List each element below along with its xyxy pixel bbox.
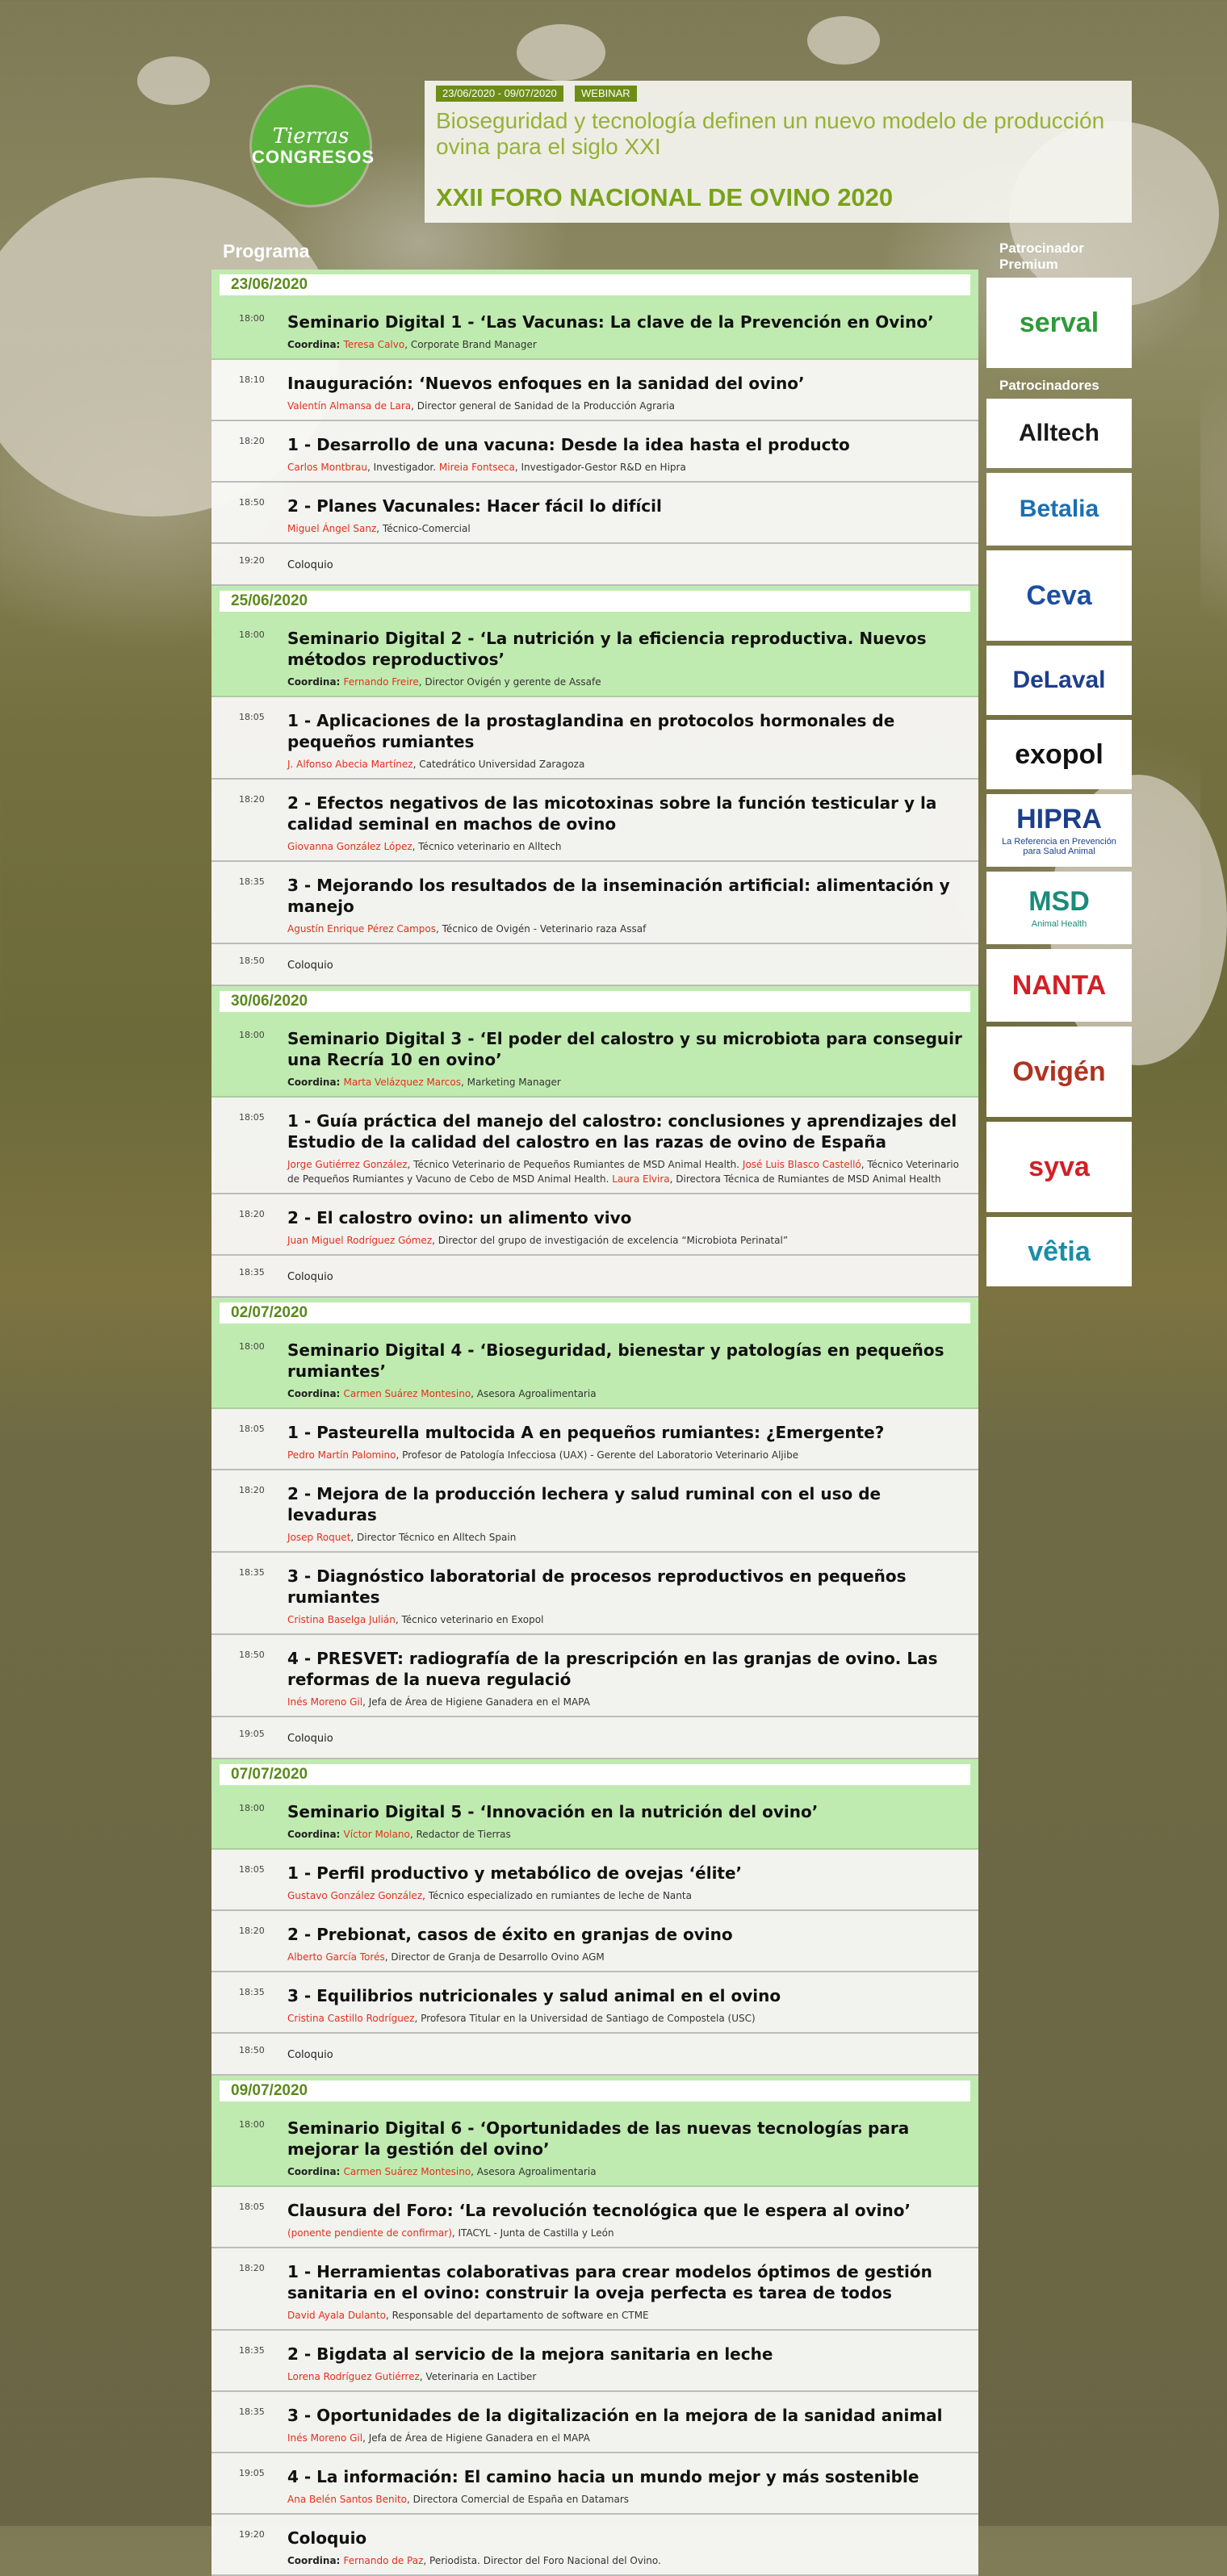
- session-speakers: [287, 2226, 967, 2240]
- day-header: [211, 1298, 978, 1327]
- session-title: Coloquio: [287, 1733, 333, 1745]
- session-time: 19:20: [239, 2529, 265, 2540]
- session-time: 19:20: [239, 555, 265, 566]
- coloquio-row: [211, 1717, 978, 1759]
- session-title: 2 - Mejora de la producción lechera y salud ruminal con el uso de levaduras: [287, 1484, 882, 1524]
- logo-line-2: CONGRESOS: [252, 147, 375, 167]
- seminar-row: [211, 299, 978, 360]
- speaker-role: , Técnico-Comercial: [376, 523, 471, 534]
- session-time: 18:10: [239, 374, 265, 385]
- speaker-role: , Técnico especializado en rumiantes de leche de Nanta: [422, 1890, 692, 1901]
- sponsor-logo-ovign[interactable]: [986, 1027, 1132, 1117]
- sponsors-heading: Patrocinadores: [999, 378, 1099, 393]
- speaker-name[interactable]: Teresa Calvo: [343, 339, 405, 350]
- speaker-name[interactable]: Marta Velázquez Marcos: [343, 1077, 461, 1088]
- speaker-name[interactable]: Lorena Rodríguez Gutiérrez: [287, 2371, 420, 2382]
- session-time: 18:35: [239, 2345, 265, 2356]
- session-time: 18:20: [239, 436, 265, 446]
- speaker-role: , ITACYL - Junta de Castilla y León: [451, 2227, 614, 2239]
- speaker-role: , Investigador-Gestor R&D en Hipra: [514, 462, 686, 473]
- speaker-name[interactable]: Víctor Molano: [343, 1829, 410, 1840]
- session-speakers: [287, 1530, 967, 1545]
- session-title: 1 - Aplicaciones de la prostaglandina en protocolos hormonales de pequeños rumiantes: [287, 711, 895, 751]
- session-time: 18:35: [239, 1267, 265, 1278]
- sponsor-logo-betalia[interactable]: [986, 473, 1132, 546]
- session-speakers: [287, 675, 967, 689]
- speaker-role: , Jefa de Área de Higiene Ganadera en el MAPA: [362, 1696, 590, 1708]
- session-time: 18:20: [239, 1209, 265, 1219]
- session-speakers: [287, 2431, 967, 2445]
- speaker-role: , Catedrático Universidad Zaragoza: [412, 759, 585, 770]
- session-speakers: [287, 1386, 967, 1401]
- sponsor-name: serval: [1019, 307, 1099, 338]
- speaker-name[interactable]: Fernando de Paz: [343, 2555, 424, 2566]
- session-title: Coloquio: [287, 2528, 367, 2548]
- session-title: 4 - La información: El camino hacia un mundo mejor y más sostenible: [287, 2467, 919, 2486]
- coloquio-row: [211, 544, 978, 586]
- session-time: 18:35: [239, 876, 265, 887]
- session-speakers: [287, 1950, 967, 1964]
- session-speakers: [287, 2492, 967, 2507]
- coordinator-label: Coordina:: [287, 339, 344, 350]
- talk-row: [211, 2392, 978, 2453]
- talk-row: [211, 862, 978, 944]
- speaker-name[interactable]: Gustavo González González: [287, 1890, 423, 1901]
- talk-row: [211, 1972, 978, 2034]
- session-title: 1 - Perfil productivo y metabólico de ovejas ‘élite’: [287, 1863, 743, 1883]
- sponsor-name: vêtia: [1028, 1236, 1091, 1267]
- speaker-name[interactable]: Agustín Enrique Pérez Campos: [287, 923, 437, 935]
- session-time: 18:05: [239, 1112, 265, 1123]
- session-time: 18:05: [239, 1864, 265, 1875]
- sponsor-name: exopol: [1015, 738, 1103, 770]
- speaker-name[interactable]: Pedro Martín Palomino: [287, 1449, 396, 1461]
- event-subtitle: Bioseguridad y tecnología definen un nuevo modelo de producción ovina para el siglo XXI: [436, 108, 1105, 159]
- coordinator-label: Coordina:: [287, 676, 344, 688]
- day-section: [211, 586, 978, 986]
- talk-row: [211, 1194, 978, 1256]
- session-time: 18:00: [239, 313, 265, 324]
- session-title: 2 - Efectos negativos de las micotoxinas sobre la función testicular y la calidad seminal en machos de ovino: [287, 793, 937, 834]
- session-time: 18:05: [239, 712, 265, 722]
- speaker-role: , Redactor de Tierras: [409, 1829, 511, 1840]
- speaker-role: , Profesora Titular en la Universidad de Santiago de Compostela (USC): [414, 2013, 756, 2024]
- speaker-name[interactable]: Carlos Montbrau: [287, 462, 367, 473]
- speaker-role: , Profesor de Patología Infecciosa (UAX) - Gerente del Laboratorio Veterinario Aljibe: [396, 1449, 799, 1461]
- day-date: 07/07/2020: [220, 1764, 970, 1785]
- talk-row: [211, 1470, 978, 1553]
- speaker-name[interactable]: Ana Belén Santos Benito: [287, 2494, 408, 2505]
- speaker-role: , Director de Granja de Desarrollo Ovino AGM: [384, 1951, 605, 1963]
- speaker-name[interactable]: Inés Moreno Gil: [287, 1696, 363, 1708]
- talk-row: [211, 697, 978, 780]
- talk-row: [211, 483, 978, 544]
- talk-row: [211, 1409, 978, 1470]
- session-title: Coloquio: [287, 2049, 333, 2061]
- logo-line-1: Tierras: [272, 124, 350, 148]
- day-header: [211, 586, 978, 615]
- session-title: 3 - Oportunidades de la digitalización en la mejora de la sanidad animal: [287, 2406, 943, 2425]
- session-title: Seminario Digital 6 - ‘Oportunidades de las nuevas tecnologías para mejorar la gestión del ovino’: [287, 2118, 910, 2159]
- session-time: 18:00: [239, 1341, 265, 1352]
- talk-row: [211, 2515, 978, 2576]
- session-speakers: [287, 1612, 967, 1627]
- session-title: 2 - El calostro ovino: un alimento vivo: [287, 1208, 632, 1227]
- session-speakers: [287, 1075, 967, 1089]
- speaker-role: , Técnico veterinario en Exopol: [395, 1614, 544, 1625]
- session-time: 18:50: [239, 2045, 265, 2055]
- talk-row: [211, 1553, 978, 1635]
- coordinator-label: Coordina:: [287, 2555, 344, 2566]
- session-title: 2 - Planes Vacunales: Hacer fácil lo difícil: [287, 496, 662, 516]
- sponsor-logo-delaval[interactable]: [986, 646, 1132, 715]
- talk-row: [211, 2453, 978, 2515]
- speaker-name[interactable]: Alberto García Torés: [287, 1951, 385, 1963]
- talk-row: [211, 780, 978, 862]
- coloquio-row: [211, 1256, 978, 1298]
- date-range-badge: 23/06/2020 - 09/07/2020: [436, 86, 563, 102]
- session-time: 18:50: [239, 497, 265, 508]
- session-time: 18:00: [239, 2119, 265, 2130]
- event-header: [425, 81, 1132, 223]
- speaker-name[interactable]: Cristina Baselga Julián: [287, 1614, 396, 1625]
- day-section: [211, 986, 978, 1298]
- session-time: 18:05: [239, 1424, 265, 1434]
- session-time: 18:00: [239, 1803, 265, 1813]
- event-title: XXII FORO NACIONAL DE OVINO 2020: [436, 183, 894, 211]
- day-date: 25/06/2020: [220, 591, 970, 612]
- speaker-name[interactable]: Miguel Ángel Sanz: [287, 523, 377, 534]
- session-title: 1 - Pasteurella multocida A en pequeños rumiantes: ¿Emergente?: [287, 1423, 885, 1442]
- day-section: [211, 1759, 978, 2076]
- session-speakers: [287, 1888, 967, 1903]
- seminar-row: [211, 615, 978, 697]
- seminar-row: [211, 1788, 978, 1850]
- session-time: 18:05: [239, 2202, 265, 2212]
- speaker-role: , Director general de Sanidad de la Producción Agraria: [411, 400, 675, 412]
- day-section: [211, 2076, 978, 2576]
- speaker-role: , Director del grupo de investigación de excelencia “Microbiota Perinatal”: [432, 1235, 789, 1246]
- session-title: Seminario Digital 2 - ‘La nutrición y la eficiencia reproductiva. Nuevos métodos reproductivos’: [287, 629, 927, 669]
- talk-row: [211, 421, 978, 483]
- coordinator-label: Coordina:: [287, 1829, 344, 1840]
- sponsor-tagline: La Referencia en Prevención para Salud Animal: [1002, 836, 1116, 856]
- sponsor-logo-vtia[interactable]: [986, 1217, 1132, 1286]
- session-time: 18:00: [239, 629, 265, 640]
- session-title: 2 - Bigdata al servicio de la mejora sanitaria en leche: [287, 2344, 773, 2364]
- sponsor-name: syva: [1028, 1151, 1090, 1182]
- session-title: Seminario Digital 1 - ‘Las Vacunas: La clave de la Prevención en Ovino’: [287, 312, 934, 332]
- sponsor-name: MSD: [1028, 885, 1090, 917]
- session-title: 3 - Equilibrios nutricionales y salud animal en el ovino: [287, 1986, 781, 2005]
- speaker-name[interactable]: Carmen Suárez Montesino: [343, 2166, 471, 2177]
- sponsor-name: Betalia: [1019, 496, 1099, 522]
- talk-row: [211, 360, 978, 421]
- sponsor-logo-ceva[interactable]: [986, 550, 1132, 641]
- coordinator-label: Coordina:: [287, 2166, 344, 2177]
- session-time: 18:00: [239, 1030, 265, 1040]
- speaker-name[interactable]: Valentín Almansa de Lara: [287, 400, 412, 412]
- session-time: 18:20: [239, 1926, 265, 1936]
- talk-row: [211, 1911, 978, 1972]
- sponsor-name: Alltech: [1018, 420, 1100, 446]
- session-time: 18:20: [239, 1485, 265, 1495]
- seminar-row: [211, 1015, 978, 1098]
- program-schedule: [211, 270, 978, 2576]
- speaker-name[interactable]: Juan Miguel Rodríguez Gómez: [287, 1235, 433, 1246]
- session-title: Seminario Digital 3 - ‘El poder del calostro y su microbiota para conseguir una Recría 10 en ovino’: [287, 1029, 962, 1069]
- sponsor-name: DeLaval: [1012, 667, 1106, 693]
- coloquio-row: [211, 944, 978, 986]
- session-speakers: [287, 2011, 967, 2026]
- program-heading: Programa: [223, 240, 310, 261]
- speaker-name[interactable]: David Ayala Dulanto: [287, 2310, 386, 2321]
- session-speakers: [287, 2553, 967, 2568]
- speaker-name[interactable]: (ponente pendiente de confirmar): [287, 2227, 452, 2239]
- sponsor-logo-msd[interactable]: [986, 872, 1132, 944]
- session-time: 18:50: [239, 956, 265, 966]
- session-title: 3 - Mejorando los resultados de la inseminación artificial: alimentación y manejo: [287, 876, 950, 916]
- session-title: Seminario Digital 4 - ‘Bioseguridad, bienestar y patologías en pequeños rumiantes’: [287, 1340, 944, 1381]
- session-speakers: [287, 1157, 967, 1186]
- session-speakers: [287, 2308, 967, 2323]
- talk-row: [211, 1635, 978, 1717]
- session-title: Seminario Digital 5 - ‘Innovación en la nutrición del ovino’: [287, 1802, 819, 1821]
- session-title: Clausura del Foro: ‘La revolución tecnológica que le espera al ovino’: [287, 2201, 911, 2220]
- talk-row: [211, 2248, 978, 2331]
- session-speakers: [287, 399, 967, 413]
- speaker-role: , Asesora Agroalimentaria: [471, 2166, 597, 2177]
- seminar-row: [211, 2105, 978, 2187]
- day-date: 23/06/2020: [220, 274, 970, 295]
- speaker-role: , Técnico Veterinario de Pequeños Rumiantes y Vacuno de Cebo de MSD Animal Health.: [287, 1159, 959, 1185]
- speaker-name[interactable]: Cristina Castillo Rodríguez: [287, 2013, 415, 2024]
- session-time: 18:20: [239, 2263, 265, 2273]
- coordinator-label: Coordina:: [287, 1388, 344, 1399]
- premium-sponsor-heading: Patrocinador Premium: [999, 240, 1084, 272]
- day-section: [211, 1298, 978, 1759]
- speaker-role: , Técnico Veterinario de Pequeños Rumiantes de MSD Animal Health.: [407, 1159, 743, 1170]
- session-title: 2 - Prebionat, casos de éxito en granjas de ovino: [287, 1925, 733, 1944]
- session-speakers: [287, 1448, 967, 1462]
- speaker-role: , Asesora Agroalimentaria: [471, 1388, 597, 1399]
- sponsor-logo-syva[interactable]: [986, 1122, 1132, 1212]
- sponsor-tagline: Animal Health: [1031, 918, 1087, 929]
- session-speakers: [287, 1827, 967, 1842]
- talk-row: [211, 1098, 978, 1194]
- day-header: [211, 986, 978, 1015]
- session-speakers: [287, 1695, 967, 1709]
- sponsor-logo-hipra[interactable]: [986, 794, 1132, 867]
- speaker-role: , Periodista. Director del Foro Nacional del Ovino.: [423, 2555, 661, 2566]
- session-title: 1 - Guía práctica del manejo del calostro: conclusiones y aprendizajes del Estudio de la calidad del calostro en las razas de ovino de España: [287, 1111, 957, 1152]
- day-date: 09/07/2020: [220, 2080, 970, 2101]
- talk-row: [211, 2331, 978, 2392]
- session-time: 18:35: [239, 2407, 265, 2417]
- session-title: 1 - Desarrollo de una vacuna: Desde la idea hasta el producto: [287, 435, 850, 454]
- speaker-role: , Marketing Manager: [461, 1077, 561, 1088]
- session-title: Coloquio: [287, 1271, 333, 1283]
- session-title: 4 - PRESVET: radiografía de la prescripción en las granjas de ovino. Las reformas de la nueva regulació: [287, 1649, 938, 1689]
- sponsor-name: Ovigén: [1012, 1056, 1106, 1087]
- speaker-role: , Directora Técnica de Rumiantes de MSD Animal Health: [669, 1173, 941, 1185]
- sponsor-logo-nanta[interactable]: [986, 949, 1132, 1022]
- coordinator-label: Coordina:: [287, 1077, 344, 1088]
- talk-row: [211, 1850, 978, 1911]
- webinar-badge: WEBINAR: [575, 86, 637, 102]
- session-speakers: [287, 2369, 967, 2384]
- sponsor-logo-exopol[interactable]: [986, 720, 1132, 789]
- speaker-name[interactable]: Josep Roquet: [287, 1532, 351, 1543]
- speaker-role: , Directora Comercial de España en Datamars: [407, 2494, 630, 2505]
- speaker-role: , Director Técnico en Alltech Spain: [350, 1532, 517, 1543]
- session-speakers: [287, 2164, 967, 2179]
- speaker-name[interactable]: Mireia Fontseca: [438, 462, 515, 473]
- sponsor-logo-alltech[interactable]: [986, 399, 1132, 468]
- sponsor-name: NANTA: [1011, 969, 1107, 1001]
- speaker-role: , Veterinaria en Lactiber: [419, 2371, 537, 2382]
- session-title: Coloquio: [287, 960, 333, 972]
- speaker-role: , Jefa de Área de Higiene Ganadera en el MAPA: [362, 2432, 590, 2444]
- session-time: 19:05: [239, 2468, 265, 2478]
- day-date: 30/06/2020: [220, 991, 970, 1012]
- sponsor-name: Ceva: [1026, 579, 1092, 611]
- session-time: 18:50: [239, 1650, 265, 1660]
- speaker-name[interactable]: Laura Elvira: [612, 1173, 670, 1185]
- speaker-role: , Corporate Brand Manager: [404, 339, 537, 350]
- day-section: [211, 270, 978, 586]
- coloquio-row: [211, 2034, 978, 2076]
- seminar-row: [211, 1327, 978, 1409]
- sponsor-name: HIPRA: [1016, 803, 1102, 834]
- session-time: 18:35: [239, 1987, 265, 1997]
- session-speakers: [287, 839, 967, 854]
- speaker-role: , Técnico veterinario en Alltech: [412, 841, 562, 852]
- day-header: [211, 270, 978, 299]
- speaker-role: , Responsable del departamento de software en CTME: [386, 2310, 649, 2321]
- speaker-name[interactable]: J. Alfonso Abecia Martínez: [287, 759, 413, 770]
- speaker-name[interactable]: Inés Moreno Gil: [287, 2432, 363, 2444]
- talk-row: [211, 2187, 978, 2248]
- speaker-name[interactable]: Carmen Suárez Montesino: [343, 1388, 471, 1399]
- speaker-name[interactable]: José Luis Blasco Castelló: [742, 1159, 861, 1170]
- session-title: 3 - Diagnóstico laboratorial de procesos reproductivos en pequeños rumiantes: [287, 1566, 907, 1607]
- session-speakers: [287, 1233, 967, 1248]
- session-time: 18:20: [239, 794, 265, 805]
- day-header: [211, 2076, 978, 2105]
- session-speakers: [287, 922, 967, 936]
- speaker-role: , Investigador.: [366, 462, 439, 473]
- speaker-name[interactable]: Giovanna González López: [287, 841, 412, 852]
- tierras-congresos-logo[interactable]: [252, 87, 375, 205]
- session-speakers: [287, 521, 967, 536]
- speaker-role: , Técnico de Ovigén - Veterinario raza Assaf: [436, 923, 647, 935]
- session-title: 1 - Herramientas colaborativas para crear modelos óptimos de gestión sanitaria en el ovino: construir la oveja perfecta es tarea de todos: [287, 2262, 932, 2302]
- day-header: [211, 1759, 978, 1788]
- session-title: Coloquio: [287, 559, 333, 571]
- session-title: Inauguración: ‘Nuevos enfoques en la sanidad del ovino’: [287, 374, 805, 393]
- speaker-name[interactable]: Fernando Freire: [343, 676, 419, 688]
- sponsors-sidebar: [986, 240, 1132, 1286]
- speaker-name[interactable]: Jorge Gutiérrez González: [287, 1159, 408, 1170]
- day-date: 02/07/2020: [220, 1303, 970, 1324]
- session-speakers: [287, 757, 967, 772]
- session-speakers: [287, 460, 967, 475]
- session-time: 18:35: [239, 1567, 265, 1578]
- session-speakers: [287, 337, 967, 352]
- speaker-role: , Director Ovigén y gerente de Assafe: [418, 676, 601, 688]
- sponsor-logo-serval[interactable]: [986, 278, 1132, 368]
- session-time: 19:05: [239, 1729, 265, 1739]
